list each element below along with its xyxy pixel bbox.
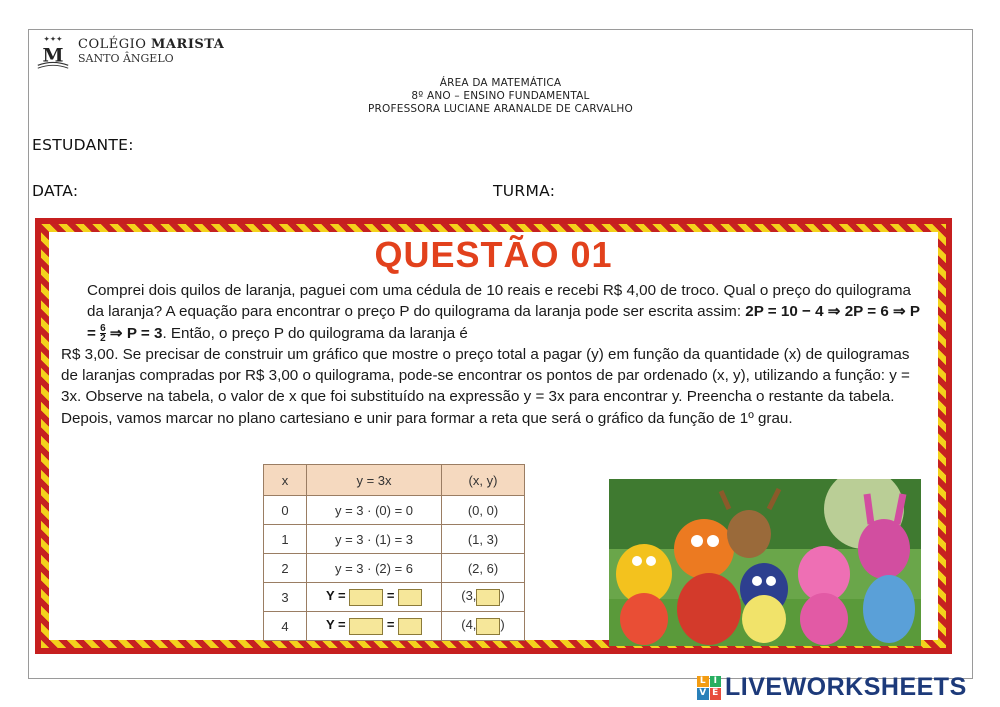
question-text [61,280,922,429]
equation-part-1: 2P = 10 − 4 ⇒ 2P = 6 ⇒ P = [87,303,920,342]
header-area: ÁREA DA MATEMÁTICA [439,77,562,89]
class-label: TURMA: [493,182,556,200]
y-label: Y = [325,588,346,604]
cartoon-characters-image [609,479,921,646]
worksheet-header [29,77,972,116]
cell-expression-input [307,583,442,612]
cell-expression-input [307,612,442,641]
answer-box-pair-3[interactable] [476,589,500,606]
equation-part-2: ⇒ P = 3 [109,324,163,342]
cell-pair-input [442,583,525,612]
question-title: QUESTÃO 01 [374,234,613,275]
question-paragraph-1-end: . Então, o preço P do quilograma da laranja é [162,324,468,342]
table-row [264,525,525,554]
answer-box-value-3[interactable] [398,589,422,606]
answer-box-expression-4[interactable] [349,618,383,635]
equals-sign: = [386,588,395,604]
student-label: ESTUDANTE: [32,136,134,154]
cell-x: 3 [264,583,307,612]
answer-box-expression-3[interactable] [349,589,383,606]
table-row-input [264,612,525,641]
table-row [264,496,525,525]
cell-x: 1 [264,525,307,554]
table-header-row [264,465,525,496]
header-grade: 8º ANO – ENSINO FUNDAMENTAL [411,90,590,102]
cell-x: 4 [264,612,307,641]
liveworksheets-brand[interactable] [697,673,967,702]
cell-pair: (0, 0) [442,496,525,525]
table-row-input [264,583,525,612]
fraction-numerator: 6 [100,323,106,335]
svg-text:M: M [42,44,64,67]
pair-suffix: ) [500,617,505,633]
cell-pair: (1, 3) [442,525,525,554]
question-frame [35,218,952,654]
school-name-part1: COLÉGIO [78,37,147,52]
cell-pair: (2, 6) [442,554,525,583]
fraction-denominator: 2 [100,333,106,345]
school-logo [34,33,224,71]
pair-prefix: (3, [461,588,477,604]
liveworksheets-text: LIVEWORKSHEETS [725,673,967,701]
cell-expression: y = 3 · (0) = 0 [307,496,442,525]
cell-pair-input [442,612,525,641]
cell-expression: y = 3 · (2) = 6 [307,554,442,583]
equals-sign: = [386,617,395,633]
cell-x: 0 [264,496,307,525]
header-teacher: PROFESSORA LUCIANE ARANALDE DE CARVALHO [368,103,633,115]
cell-x: 2 [264,554,307,583]
pair-suffix: ) [500,588,505,604]
col-header-expression: y = 3x [307,465,442,496]
answer-box-pair-4[interactable] [476,618,500,635]
equation-fraction [100,324,106,343]
y-label: Y = [325,617,346,633]
liveworksheets-logo-icon: L I V E [697,676,721,700]
table-row [264,554,525,583]
cell-expression: y = 3 · (1) = 3 [307,525,442,554]
school-subtitle: SANTO ÂNGELO [78,52,174,65]
svg-text:✦✦✦: ✦✦✦ [43,34,63,44]
school-name-part2: MARISTA [151,37,225,52]
col-header-pair: (x, y) [442,465,525,496]
question-paragraph-1: Comprei dois quilos de laranja, paguei com uma cédula de 10 reais e recebi R$ 4,00 de troco. Qual o preço do quilograma da laranja? A equação para encontrar o preço P do quilograma da laranja pode ser escrita assim: [87,282,911,321]
pair-prefix: (4, [461,617,477,633]
marist-logo-icon [34,33,72,71]
col-header-x: x [264,465,307,496]
question-content [49,232,938,640]
question-paragraph-2: R$ 3,00. Se precisar de construir um gráfico que mostre o preço total a pagar (y) em função da quantidade (x) de quilogramas de laranjas compradas por R$ 3,00 o quilograma, pode-se encontrar os pontos de par ordenado (x, y), utilizando a função: y = 3x. Observe na tabela, o valor de x que foi substituído na expressão y = 3x para encontrar y. Preencha o restante da tabela. Depois, vamos marcar no plano cartesiano e unir para formar a reta que será o gráfico da função de 1º grau. [61,345,910,427]
answer-box-value-4[interactable] [398,618,422,635]
worksheet-page [28,29,973,679]
date-label: DATA: [32,182,79,200]
function-table [263,464,525,641]
